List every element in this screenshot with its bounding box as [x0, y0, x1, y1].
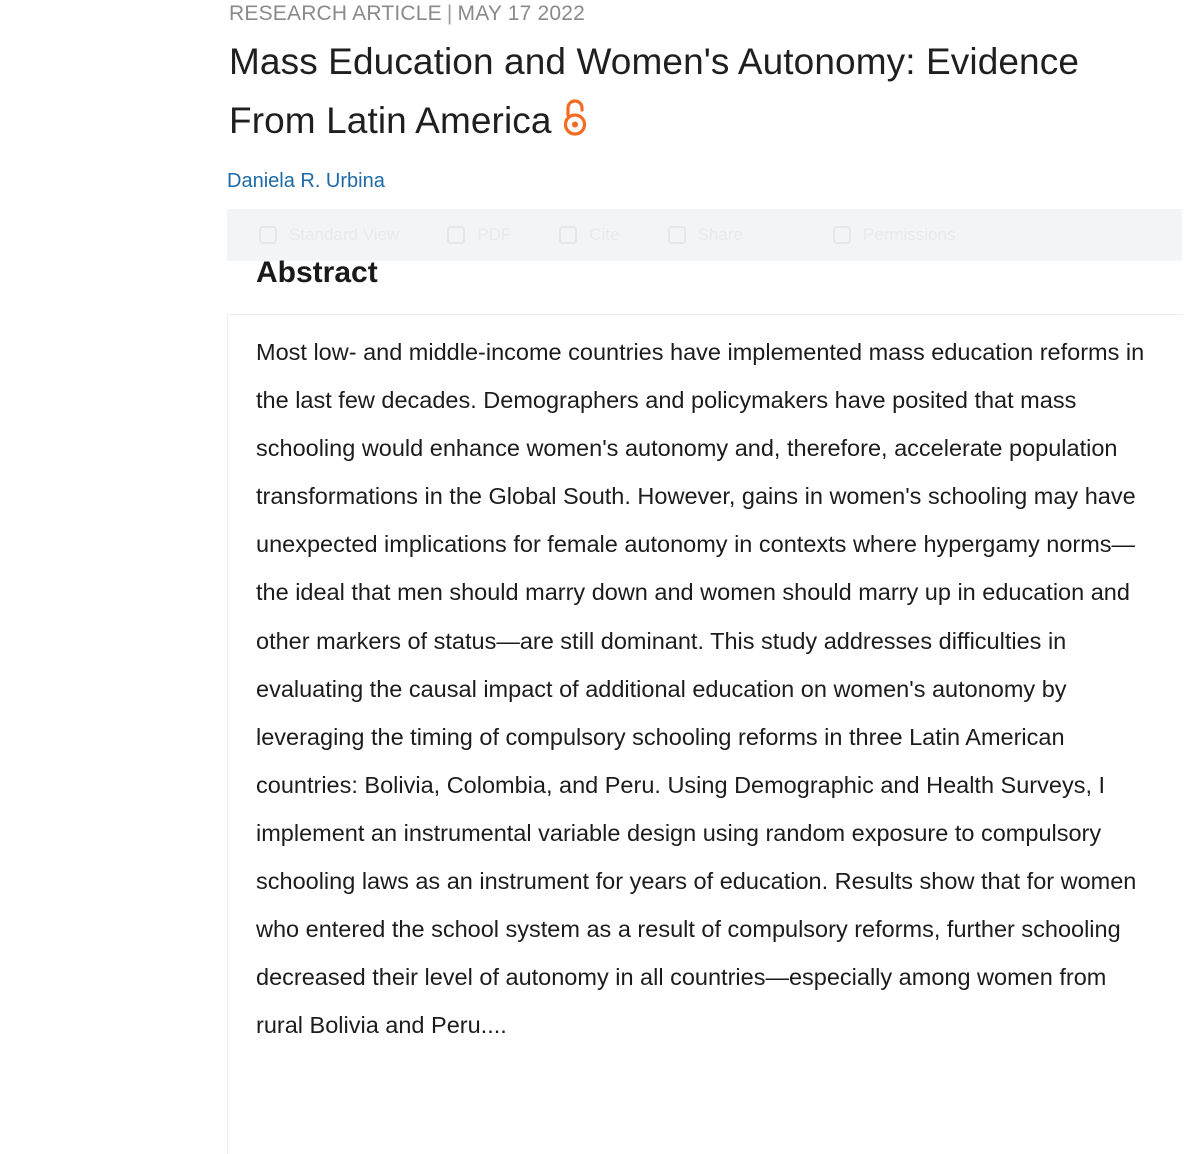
- permissions-label: Permissions: [862, 225, 956, 244]
- share-label: Share: [697, 225, 743, 244]
- cite-icon: [559, 226, 577, 244]
- article-title: [229, 32, 1129, 150]
- article-type: RESEARCH ARTICLE: [229, 2, 442, 25]
- pdf-button[interactable]: [447, 225, 511, 245]
- cite-button[interactable]: [559, 225, 619, 245]
- pdf-label: PDF: [477, 225, 512, 244]
- abstract-heading: Abstract: [256, 256, 378, 289]
- article-meta: [229, 2, 585, 26]
- open-access-lock-icon: [562, 99, 588, 137]
- standard-view-icon: [259, 226, 277, 244]
- permissions-icon: [833, 226, 851, 244]
- article-title-text: Mass Education and Women's Autonomy: Evidence From Latin America: [229, 41, 1080, 141]
- abstract-text: Most low- and middle-income countries have implemented mass education reforms in the last few decades. Demographers and policymakers have posited that mass schooling would enhance women's autonomy and, therefore, accelerate population transformations in the Global South. However, gains in women's schooling may have unexpected implications for female autonomy in contexts where hypergamy norms—the ideal that men should marry down and women should marry up in education and other markers of status—are still dominant. This study addresses difficulties in evaluating the causal impact of additional education on women's autonomy by leveraging the timing of compulsory schooling reforms in three Latin American countries: Bolivia, Colombia, and Peru. Using Demographic and Health Surveys, I implement an instrumental variable design using random exposure to compulsory schooling laws as an instrument for years of education. Results show that for women who entered the school system as a result of compulsory reforms, further schooling decreased their level of autonomy in all countries—especially among women from rural Bolivia and Peru....: [256, 339, 1145, 1039]
- share-button[interactable]: [668, 225, 743, 245]
- meta-separator: |: [446, 2, 453, 25]
- article-date: MAY 17 2022: [457, 2, 586, 25]
- article-toolbar: [227, 209, 1182, 261]
- standard-view-label: Standard View: [289, 225, 400, 244]
- share-icon: [668, 226, 686, 244]
- cite-label: Cite: [589, 225, 620, 244]
- permissions-button[interactable]: [833, 225, 956, 245]
- author-link[interactable]: Daniela R. Urbina: [227, 170, 385, 192]
- standard-view-button[interactable]: [259, 225, 399, 245]
- pdf-icon: [447, 226, 465, 244]
